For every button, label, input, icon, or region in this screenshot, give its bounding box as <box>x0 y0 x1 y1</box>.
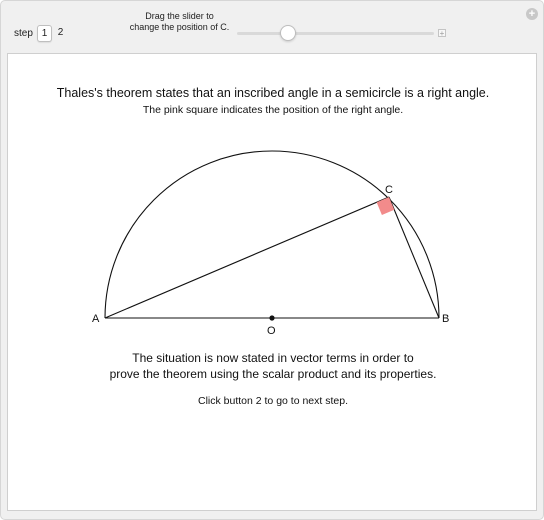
vector-intro-line1: The situation is now stated in vector terms in order to <box>132 351 414 365</box>
slider-track[interactable] <box>237 32 434 35</box>
segment-cb <box>389 197 439 318</box>
plus-square-icon[interactable]: + <box>439 29 445 38</box>
slider-caption <box>117 11 242 33</box>
theorem-statement: Thales's theorem states that an inscribed angle in a semicircle is a right angle. <box>56 86 490 100</box>
plus-circle-icon[interactable]: + <box>526 8 538 20</box>
label-a: A <box>92 313 100 325</box>
right-angle-square <box>377 197 395 215</box>
slider-caption-line2: change the position of C. <box>129 22 230 32</box>
right-angle-note: The pink square indicates the position of the right angle. <box>142 104 404 116</box>
vector-intro-line2: prove the theorem using the scalar product and its properties. <box>109 367 437 381</box>
slider-thumb[interactable] <box>280 25 296 41</box>
step-button-1[interactable]: 1 <box>37 25 52 42</box>
label-b: B <box>442 313 450 325</box>
label-c: C <box>385 184 393 196</box>
center-point-o <box>269 315 274 320</box>
label-o: O <box>267 325 276 337</box>
step-button-2[interactable]: 2 <box>57 27 64 38</box>
step-label: step <box>14 28 33 39</box>
slider-caption-line1: Drag the slider to <box>145 11 214 21</box>
content-panel <box>7 53 537 511</box>
segment-ac <box>105 197 389 318</box>
next-step-hint: Click button 2 to go to next step. <box>197 395 348 407</box>
semicircle-arc <box>105 151 439 318</box>
control-bar <box>0 0 544 54</box>
thales-diagram <box>8 54 538 512</box>
